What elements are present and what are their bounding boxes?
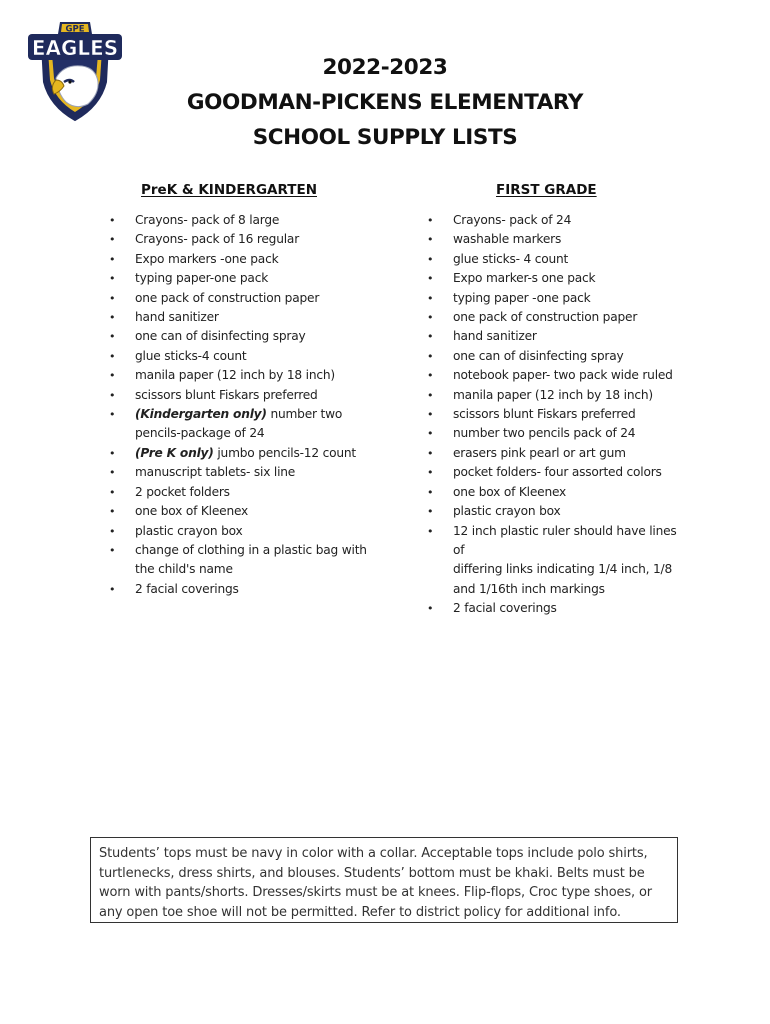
list-item	[108, 522, 378, 541]
list-item	[426, 366, 686, 385]
item-text: number two pencils pack of 24	[453, 426, 636, 441]
item-text: washable markers	[453, 232, 562, 247]
item-text: manuscript tablets- six line	[135, 465, 296, 480]
item-text: Crayons- pack of 8 large	[135, 213, 280, 227]
bullet-icon: •	[109, 369, 116, 383]
bullet-icon: •	[109, 466, 116, 480]
notice-line: any open toe shoe will not be permitted. Refer to district policy for additional info.	[99, 904, 621, 920]
list-item	[108, 502, 378, 521]
item-text: one box of Kleenex	[135, 504, 249, 519]
list-item	[108, 289, 378, 308]
item-text: 2 pocket folders	[135, 484, 230, 499]
item-text: scissors blunt Fiskars preferred	[453, 407, 636, 422]
logo-main-text: EAGLES	[31, 36, 119, 60]
list-item	[108, 308, 378, 327]
item-text: scissors blunt Fiskars preferred	[135, 387, 318, 402]
list-item	[426, 444, 686, 463]
bullet-icon: •	[109, 311, 116, 325]
bullet-icon: •	[427, 214, 434, 227]
first-grade-items	[426, 211, 686, 619]
list-item	[426, 424, 686, 443]
bullet-icon: •	[109, 214, 116, 227]
list-item	[108, 483, 378, 502]
bullet-icon: •	[427, 330, 434, 344]
bullet-icon: •	[427, 291, 434, 305]
first-grade-list	[426, 182, 686, 619]
bullet-icon: •	[427, 602, 434, 616]
list-item	[426, 483, 686, 502]
bullet-icon: •	[427, 427, 434, 441]
list-item	[426, 269, 686, 288]
bullet-icon: •	[427, 252, 434, 266]
bullet-icon: •	[109, 330, 116, 344]
list-item	[108, 541, 378, 580]
bullet-icon: •	[427, 505, 434, 519]
item-text: manila paper (12 inch by 18 inch)	[135, 368, 335, 383]
bullet-icon: •	[109, 505, 116, 519]
bullet-icon: •	[109, 446, 116, 460]
item-text: 12 inch plastic ruler should have lines of	[453, 523, 677, 557]
list-item	[426, 327, 686, 346]
bullet-icon: •	[427, 388, 434, 402]
item-text: Crayons- pack of 16 regular	[135, 232, 300, 247]
notice-line: turtlenecks, dress shirts, and blouses. Students’ bottom must be khaki. Belts must be	[99, 865, 645, 881]
list-item	[426, 347, 686, 366]
list-item	[426, 386, 686, 405]
item-text: 2 facial coverings	[453, 601, 557, 616]
item-text: Expo marker-s one pack	[453, 271, 596, 286]
bullet-icon: •	[109, 272, 116, 286]
bullet-icon: •	[109, 388, 116, 402]
bullet-icon: •	[109, 291, 116, 305]
bullet-icon: •	[427, 446, 434, 460]
item-text: jumbo pencils-12 count	[213, 445, 356, 460]
list-item	[108, 269, 378, 288]
bullet-icon: •	[109, 349, 116, 363]
list-item	[108, 463, 378, 482]
item-text: plastic crayon box	[135, 523, 243, 538]
item-text: notebook paper- two pack wide ruled	[453, 368, 673, 383]
item-text: one pack of construction paper	[453, 310, 638, 325]
bullet-icon: •	[109, 408, 116, 422]
item-text: one box of Kleenex	[453, 484, 567, 499]
list-item	[108, 386, 378, 405]
list-item	[426, 405, 686, 424]
item-text: manila paper (12 inch by 18 inch)	[453, 387, 653, 402]
list-item	[426, 289, 686, 308]
bullet-icon: •	[109, 543, 116, 557]
bullet-icon: •	[109, 252, 116, 266]
notice-line: worn with pants/shorts. Dresses/skirts must be at knees. Flip-flops, Croc type shoes, or	[99, 885, 652, 900]
bullet-icon: •	[427, 233, 434, 247]
item-text: and 1/16th inch markings	[453, 581, 605, 596]
item-emphasis: (Pre K only)	[135, 445, 214, 460]
dress-code-notice	[90, 837, 678, 923]
list-item	[108, 347, 378, 366]
prek-kindergarten-items	[108, 211, 378, 599]
first-grade-heading: FIRST GRADE	[496, 182, 597, 198]
list-item	[426, 211, 686, 230]
list-item	[108, 366, 378, 385]
list-item	[426, 502, 686, 521]
item-text: hand sanitizer	[453, 329, 537, 344]
list-item	[108, 230, 378, 249]
bullet-icon: •	[427, 466, 434, 480]
item-text: one pack of construction paper	[135, 290, 320, 305]
bullet-icon: •	[109, 233, 116, 247]
list-item	[426, 230, 686, 249]
item-text: Crayons- pack of 24	[453, 213, 572, 227]
bullet-icon: •	[427, 272, 434, 286]
item-text: the child's name	[135, 562, 233, 577]
item-text: differing links indicating 1/4 inch, 1/8	[453, 562, 672, 577]
item-text: number two	[266, 407, 343, 422]
item-emphasis: (Kindergarten only)	[135, 407, 267, 422]
notice-line: Students’ tops must be navy in color with a collar. Acceptable tops include polo shirts,	[99, 846, 648, 861]
item-text: hand sanitizer	[135, 310, 219, 325]
list-item	[108, 405, 378, 444]
list-item	[108, 444, 378, 463]
list-item	[108, 250, 378, 269]
list-item	[426, 250, 686, 269]
title-subtitle: SCHOOL SUPPLY LISTS	[252, 125, 518, 150]
bullet-icon: •	[427, 485, 434, 499]
item-text: pencils-package of 24	[135, 426, 265, 441]
list-item	[426, 522, 686, 600]
bullet-icon: •	[427, 524, 434, 538]
prek-kindergarten-list	[108, 182, 378, 599]
list-item	[108, 580, 378, 599]
item-text: plastic crayon box	[453, 504, 561, 519]
item-text: Expo markers -one pack	[135, 251, 279, 266]
item-text: glue sticks- 4 count	[453, 251, 569, 266]
item-text: 2 facial coverings	[135, 581, 239, 596]
item-text: change of clothing in a plastic bag with	[135, 542, 367, 557]
bullet-icon: •	[109, 582, 116, 596]
list-item	[426, 308, 686, 327]
item-text: typing paper -one pack	[453, 290, 591, 305]
bullet-icon: •	[427, 369, 434, 383]
list-item	[426, 599, 686, 618]
list-item	[108, 211, 378, 230]
item-text: one can of disinfecting spray	[453, 348, 624, 363]
list-item	[426, 463, 686, 482]
document-title	[0, 50, 770, 155]
prek-kindergarten-heading: PreK & KINDERGARTEN	[141, 182, 317, 198]
bullet-icon: •	[427, 408, 434, 422]
title-school: GOODMAN-PICKENS ELEMENTARY	[186, 90, 584, 115]
item-text: glue sticks-4 count	[135, 348, 247, 363]
logo-top-text: GPE	[65, 24, 85, 35]
item-text: typing paper-one pack	[135, 271, 269, 286]
bullet-icon: •	[427, 311, 434, 325]
item-text: erasers pink pearl or art gum	[453, 445, 626, 460]
bullet-icon: •	[109, 524, 116, 538]
title-year: 2022-2023	[322, 55, 448, 80]
bullet-icon: •	[427, 349, 434, 363]
list-item	[108, 327, 378, 346]
bullet-icon: •	[109, 485, 116, 499]
item-text: one can of disinfecting spray	[135, 329, 306, 344]
item-text: pocket folders- four assorted colors	[453, 465, 662, 480]
